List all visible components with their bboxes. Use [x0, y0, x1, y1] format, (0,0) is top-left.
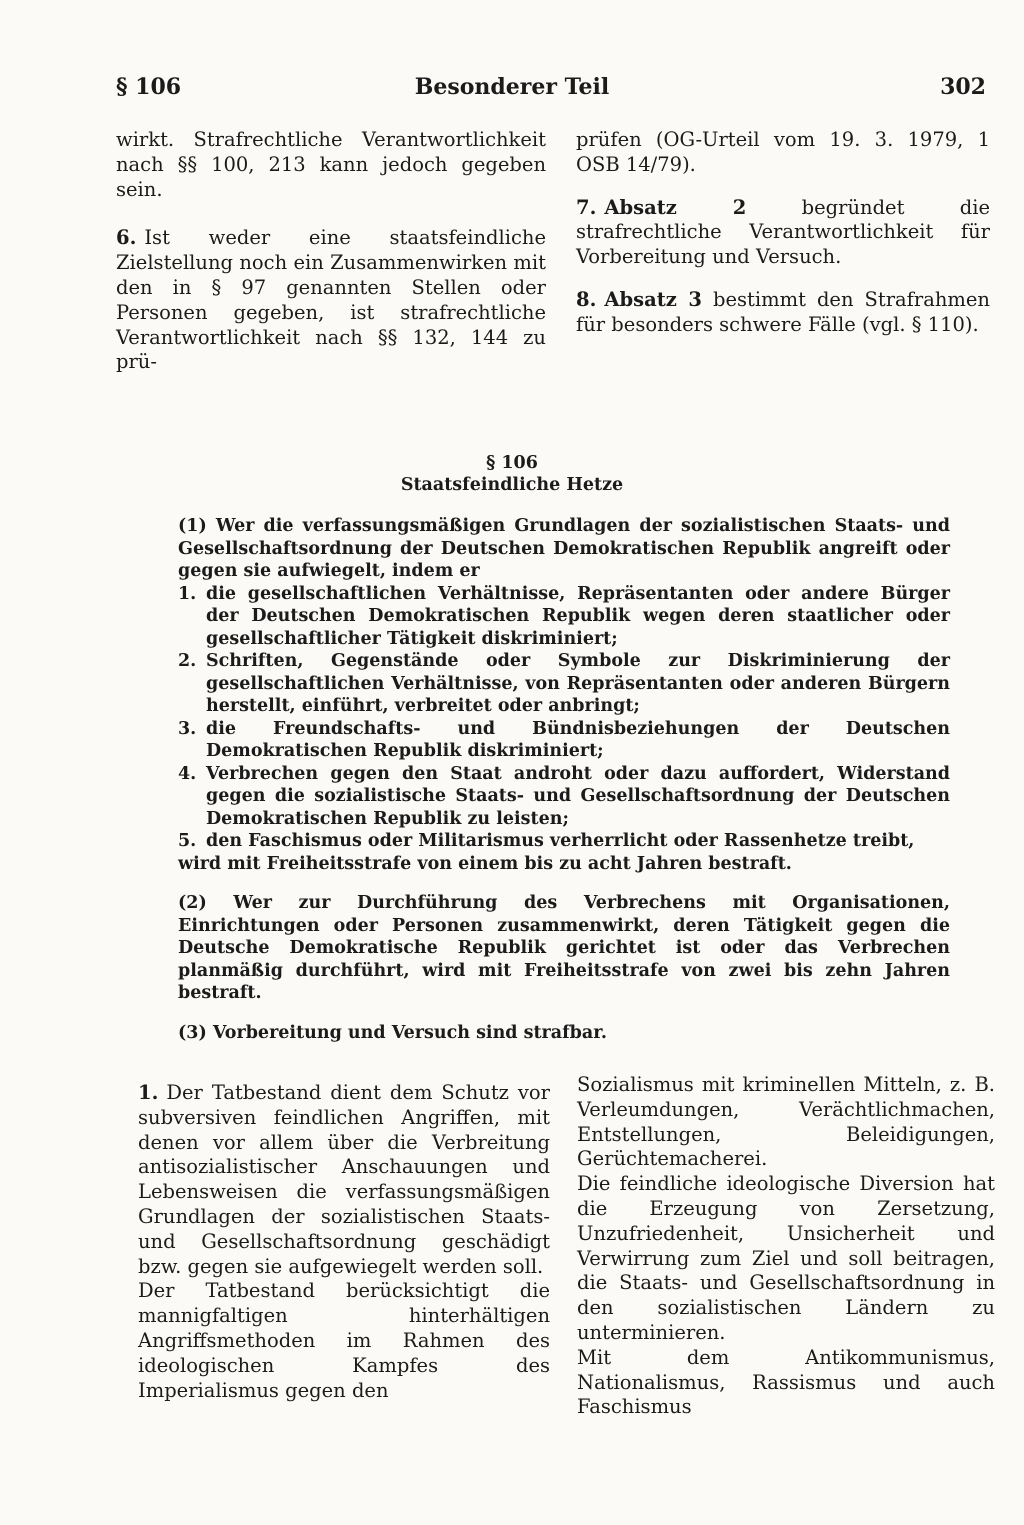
item-text: den Faschismus oder Militarismus verherrlicht oder Rassenhetze treibt,: [206, 831, 915, 851]
paragraph-ref: Absatz 2: [604, 195, 747, 219]
commentary-paragraph-7: [576, 196, 990, 270]
paragraph-text: Ist weder eine staatsfeindliche Zielstellung noch ein Zusammenwirken mit den in § 97 genannten Stellen oder Personen gegeben, ist strafrechtliche Verantwortlichkeit nach §§ 132, 144 zu prü-: [116, 226, 546, 374]
law-paragraph-3: (3) Vorbereitung und Versuch sind strafbar.: [178, 1022, 607, 1043]
commentary-paragraph: Der Tatbestand berücksichtigt die mannigfaltigen hinterhältigen Angriffsmethoden im Rahmen des ideologischen Kampfes des Imperialismus gegen den: [138, 1279, 550, 1402]
item-number: 1.: [178, 583, 197, 604]
paragraph-text: Der Tatbestand dient dem Schutz vor subversiven feindlichen Angriffen, mit denen vor allem über die Verbreitung antisozialistischer Anschauungen und Lebensweisen die verfassungsmäßigen Grundlagen der sozialistischen Staats- und Gesellschaftsordnung geschädigt bzw. gegen sie aufgewiegelt werden soll.: [138, 1081, 550, 1278]
law-paragraph-1-end: wird mit Freiheitsstrafe von einem bis zu acht Jahren bestraft.: [178, 853, 792, 874]
paragraph-number: 6.: [116, 226, 137, 250]
law-paragraph-2: (2) Wer zur Durchführung des Verbrechens mit Organisationen, Einrichtungen oder Personen zusammenwirkt, deren Tätigkeit gegen die Deutsche Demokratische Republik gerichtet ist oder das Verbrechen planmäßig durchführt, wird mit Freiheitsstrafe von zwei bis zehn Jahren bestraft.: [178, 893, 950, 1003]
item-text: Verbrechen gegen den Staat androht oder dazu auffordert, Widerstand gegen die sozialistische Staats- und Gesellschaftsordnung der Deutschen Demokratischen Republik zu leisten;: [206, 763, 950, 829]
law-text: [178, 515, 950, 1044]
paragraph-ref: Absatz 3: [604, 287, 702, 311]
item-number: 3.: [178, 718, 197, 739]
item-number: 5.: [178, 831, 197, 851]
item-text: Schriften, Gegenstände oder Symbole zur Diskriminierung der gesellschaftlichen Verhältnisse, von Repräsentanten oder anderen Bürgern herstellt, einführt, verbreitet oder anbringt;: [206, 651, 950, 716]
section-header: § 106: [116, 74, 182, 100]
commentary-paragraph-8: [576, 288, 990, 338]
law-list-item: [178, 830, 950, 853]
commentary-bottom-left: [138, 1081, 550, 1403]
law-section-number: § 106: [486, 453, 538, 473]
page-title: Besonderer Teil: [414, 74, 610, 100]
item-number: 2.: [178, 651, 197, 671]
law-paragraph-1-intro: (1) Wer die verfassungsmäßigen Grundlagen der sozialistischen Staats- und Gesellschaftsordnung der Deutschen Demokratischen Republik angreift oder gegen sie aufwiegelt, indem er: [178, 516, 950, 581]
law-list-item: [178, 583, 950, 651]
commentary-top-right: [576, 128, 990, 338]
item-text: die gesellschaftlichen Verhältnisse, Repräsentanten oder andere Bürger der Deutschen Demokratischen Republik wegen deren staatlicher oder gesellschaftlicher Tätigkeit diskriminiert;: [206, 583, 950, 649]
commentary-paragraph: Die feindliche ideologische Diversion hat die Erzeugung von Zersetzung, Unzufriedenheit, Unsicherheit und Verwirrung zum Ziel und soll beitragen, die Staats- und Gesellschaftsordnung in den sozialistischen Ländern zu unterminieren.: [577, 1172, 995, 1344]
paragraph-text: bestimmt den Strafrahmen für besonders schwere Fälle (vgl. § 110).: [576, 287, 990, 336]
commentary-top-left: [116, 128, 546, 375]
commentary-paragraph-6: [116, 226, 546, 375]
law-list-item: [178, 763, 950, 831]
commentary-continuation: prüfen (OG-Urteil vom 19. 3. 1979, 1 OSB 14/79).: [576, 128, 990, 176]
paragraph-number: 7.: [576, 195, 597, 219]
paragraph-number: 1.: [138, 1081, 159, 1104]
commentary-paragraph-1: [138, 1081, 550, 1279]
commentary-paragraph: Sozialismus mit kriminellen Mitteln, z. B. Verleumdungen, Verächtlichmachen, Entstellungen, Beleidigungen, Gerüchtemacherei.: [577, 1073, 995, 1171]
commentary-bottom-right: [577, 1073, 995, 1420]
commentary-paragraph: wirkt. Strafrechtliche Verantwortlichkeit nach §§ 100, 213 kann jedoch gegeben sein.: [116, 128, 546, 201]
item-number: 4.: [178, 763, 197, 784]
paragraph-text: begründet die strafrechtliche Verantwortlichkeit für Vorbereitung und Versuch.: [576, 195, 991, 269]
commentary-paragraph: Mit dem Antikommunismus, Nationalismus, Rassismus und auch Faschismus: [577, 1345, 995, 1419]
law-list-item: [178, 718, 950, 763]
item-text: die Freundschafts- und Bündnisbeziehungen der Deutschen Demokratischen Republik diskriminiert;: [206, 718, 950, 761]
law-list-item: [178, 650, 950, 718]
page-number: 302: [940, 74, 986, 100]
law-section-heading: Staatsfeindliche Hetze: [400, 475, 624, 495]
paragraph-number: 8.: [576, 287, 597, 311]
